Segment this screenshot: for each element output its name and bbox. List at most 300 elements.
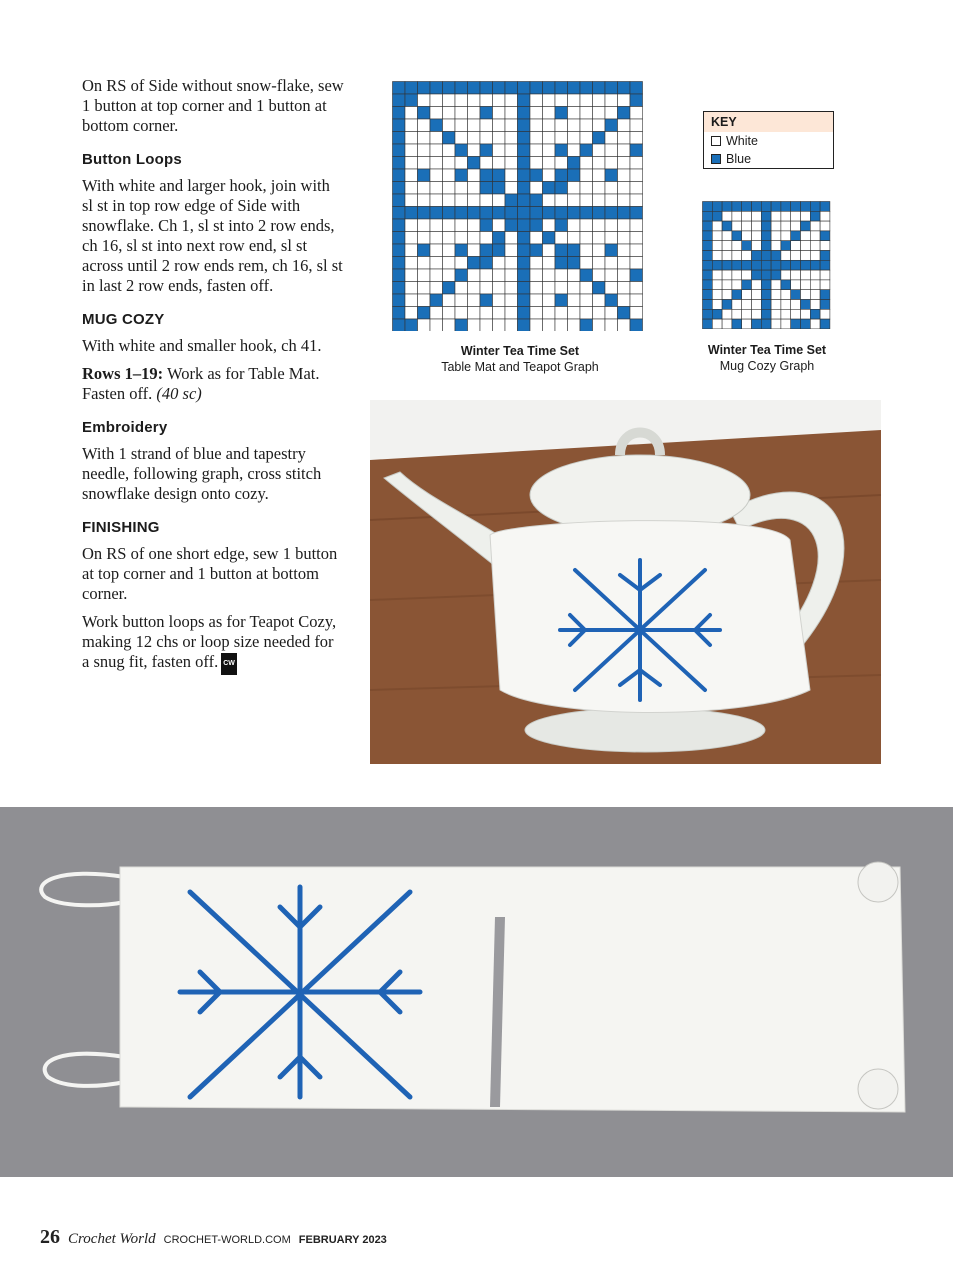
graph-cell: [771, 202, 781, 212]
graph-cell: [781, 202, 791, 212]
graph-cell: [593, 182, 606, 195]
graph-cell: [468, 82, 481, 95]
graph-cell: [820, 270, 830, 280]
graph-cell: [543, 94, 556, 107]
graph-cell: [752, 309, 762, 319]
key-blue-label: Blue: [726, 152, 752, 166]
graph-cell: [468, 157, 481, 170]
graph-cell: [820, 231, 830, 241]
graph-cell: [555, 94, 568, 107]
graph-cell: [630, 232, 643, 245]
graph-cell: [568, 119, 581, 132]
graph-cell: [722, 319, 732, 329]
graph-cell: [618, 294, 631, 307]
graph-cell: [810, 280, 820, 290]
graph-cell: [742, 221, 752, 231]
rows-count: (40 sc): [156, 384, 202, 403]
graph-cell: [618, 269, 631, 282]
graph-cell: [630, 319, 643, 331]
graph-cell: [443, 269, 456, 282]
graph-cell: [820, 260, 830, 270]
graph-cell: [712, 270, 722, 280]
graph-cell: [443, 294, 456, 307]
graph-cell: [593, 319, 606, 331]
graph-cell: [418, 132, 431, 145]
graph-cell: [543, 232, 556, 245]
graph-cell: [455, 132, 468, 145]
graph-cell: [530, 182, 543, 195]
key-white-label: White: [726, 134, 758, 148]
graph-cell: [593, 207, 606, 220]
graph-cell: [393, 182, 406, 195]
graph-cell: [455, 94, 468, 107]
graph-cell: [555, 182, 568, 195]
teapot-illustration: [370, 400, 881, 764]
graph-cell: [518, 244, 531, 257]
graph-cell: [580, 182, 593, 195]
graph-cell: [605, 219, 618, 232]
graph-cell: [630, 119, 643, 132]
graph-cell: [555, 132, 568, 145]
small-graph-caption: [686, 342, 848, 374]
graph-cell: [771, 241, 781, 251]
graph-cell: [505, 244, 518, 257]
graph-cell: [605, 194, 618, 207]
graph-large-grid: [392, 81, 644, 331]
graph-cell: [820, 211, 830, 221]
website: CROCHET-WORLD.COM: [163, 1234, 291, 1246]
graph-cell: [618, 219, 631, 232]
graph-cell: [543, 144, 556, 157]
graph-cell: [712, 260, 722, 270]
graph-cell: [493, 107, 506, 120]
graph-cell: [505, 107, 518, 120]
graph-cell: [742, 202, 752, 212]
teapot-cozy-photo: [370, 400, 881, 764]
graph-cell: [703, 290, 713, 300]
graph-cell: [820, 221, 830, 231]
graph-cell: [580, 169, 593, 182]
graph-cell: [405, 319, 418, 331]
graph-cell: [555, 307, 568, 320]
graph-cell: [605, 269, 618, 282]
graph-cell: [630, 194, 643, 207]
graph-cell: [430, 119, 443, 132]
cw-end-mark: CW: [221, 653, 237, 675]
graph-cell: [810, 260, 820, 270]
graph-cell: [493, 294, 506, 307]
graph-cell: [810, 309, 820, 319]
graph-cell: [761, 280, 771, 290]
graph-cell: [455, 157, 468, 170]
graph-cell: [820, 280, 830, 290]
graph-cell: [518, 169, 531, 182]
graph-cell: [810, 251, 820, 261]
graph-cell: [703, 260, 713, 270]
heading-embroidery: Embroidery: [82, 419, 168, 436]
graph-cell: [703, 309, 713, 319]
graph-cell: [418, 257, 431, 270]
graph-cell: [630, 307, 643, 320]
graph-cell: [761, 260, 771, 270]
graph-cell: [418, 307, 431, 320]
graph-cell: [468, 269, 481, 282]
graph-cell: [761, 300, 771, 310]
graph-cell: [568, 144, 581, 157]
graph-cell: [443, 307, 456, 320]
graph-cell: [781, 231, 791, 241]
paragraph-button-loops: With white and larger hook, join with sl st in top row edge of Side with snowflake. Ch 1, sl st into 2 row ends, ch 16, sl st into next row end, sl st across until 2 row ends rem, ch 16, sl st in last 2 row ends, fasten off.: [82, 176, 343, 295]
graph-cell: [493, 132, 506, 145]
graph-cell: [543, 282, 556, 295]
graph-cell: [568, 219, 581, 232]
graph-cell: [455, 207, 468, 220]
graph-cell: [405, 169, 418, 182]
table-mat-teapot-graph: [392, 81, 644, 331]
graph-cell: [518, 157, 531, 170]
graph-cell: [732, 260, 742, 270]
graph-cell: [405, 107, 418, 120]
graph-cell: [455, 244, 468, 257]
graph-cell: [742, 241, 752, 251]
graph-cell: [430, 94, 443, 107]
graph-cell: [568, 232, 581, 245]
graph-cell: [518, 182, 531, 195]
graph-cell: [505, 157, 518, 170]
graph-cell: [443, 82, 456, 95]
graph-small-grid: [702, 201, 832, 329]
graph-cell: [468, 119, 481, 132]
graph-cell: [580, 282, 593, 295]
graph-cell: [722, 300, 732, 310]
graph-cell: [593, 107, 606, 120]
graph-cell: [703, 202, 713, 212]
graph-cell: [418, 282, 431, 295]
graph-cell: [480, 132, 493, 145]
graph-cell: [605, 107, 618, 120]
graph-cell: [493, 282, 506, 295]
graph-cell: [430, 144, 443, 157]
graph-cell: [518, 82, 531, 95]
graph-cell: [405, 182, 418, 195]
graph-cell: [505, 82, 518, 95]
graph-cell: [393, 107, 406, 120]
graph-cell: [418, 219, 431, 232]
graph-cell: [568, 107, 581, 120]
graph-cell: [405, 232, 418, 245]
graph-cell: [712, 309, 722, 319]
graph-cell: [518, 232, 531, 245]
graph-cell: [580, 294, 593, 307]
graph-key: [703, 111, 834, 169]
graph-cell: [555, 144, 568, 157]
graph-cell: [801, 280, 811, 290]
graph-cell: [761, 211, 771, 221]
page-number: 26: [40, 1226, 60, 1248]
graph-cell: [543, 269, 556, 282]
graph-cell: [493, 157, 506, 170]
graph-cell: [732, 231, 742, 241]
graph-cell: [393, 219, 406, 232]
graph-cell: [530, 144, 543, 157]
graph-cell: [580, 132, 593, 145]
graph-cell: [630, 207, 643, 220]
graph-cell: [771, 251, 781, 261]
graph-cell: [593, 244, 606, 257]
graph-cell: [752, 202, 762, 212]
graph-cell: [791, 270, 801, 280]
graph-cell: [493, 169, 506, 182]
graph-cell: [393, 144, 406, 157]
graph-cell: [555, 269, 568, 282]
graph-cell: [771, 290, 781, 300]
graph-cell: [455, 294, 468, 307]
graph-cell: [468, 94, 481, 107]
graph-cell: [518, 194, 531, 207]
graph-cell: [703, 280, 713, 290]
graph-cell: [543, 219, 556, 232]
graph-cell: [405, 282, 418, 295]
graph-cell: [630, 132, 643, 145]
graph-cell: [752, 319, 762, 329]
graph-cell: [605, 282, 618, 295]
graph-cell: [703, 211, 713, 221]
graph-cell: [618, 232, 631, 245]
graph-cell: [722, 280, 732, 290]
graph-cell: [430, 182, 443, 195]
graph-cell: [801, 221, 811, 231]
graph-cell: [732, 221, 742, 231]
graph-cell: [712, 300, 722, 310]
issue-date: FEBRUARY 2023: [298, 1234, 387, 1246]
graph-cell: [393, 194, 406, 207]
graph-cell: [393, 282, 406, 295]
graph-cell: [703, 270, 713, 280]
graph-cell: [518, 219, 531, 232]
graph-cell: [810, 241, 820, 251]
graph-cell: [791, 300, 801, 310]
graph-cell: [761, 221, 771, 231]
graph-cell: [593, 257, 606, 270]
graph-cell: [443, 244, 456, 257]
graph-cell: [593, 144, 606, 157]
graph-cell: [443, 232, 456, 245]
graph-cell: [430, 157, 443, 170]
graph-cell: [493, 194, 506, 207]
graph-cell: [518, 294, 531, 307]
graph-cell: [555, 232, 568, 245]
graph-cell: [555, 82, 568, 95]
graph-cell: [580, 157, 593, 170]
key-title: KEY: [704, 112, 833, 132]
finishing-text: Work button loops as for Teapot Cozy, making 12 chs or loop size needed for a snug fit, fasten off.: [82, 612, 337, 671]
graph-cell: [555, 294, 568, 307]
paragraph-embroidery: With 1 strand of blue and tapestry needle, following graph, cross stitch snowflake design onto cozy.: [82, 444, 322, 503]
graph-cell: [761, 231, 771, 241]
graph-cell: [555, 244, 568, 257]
graph-cell: [455, 219, 468, 232]
graph-cell: [580, 307, 593, 320]
graph-cell: [468, 107, 481, 120]
graph-cell: [761, 290, 771, 300]
graph-cell: [455, 282, 468, 295]
graph-cell: [630, 182, 643, 195]
graph-cell: [530, 282, 543, 295]
graph-cell: [722, 290, 732, 300]
graph-cell: [605, 144, 618, 157]
graph-cell: [791, 231, 801, 241]
graph-cell: [418, 157, 431, 170]
graph-cell: [712, 202, 722, 212]
graph-cell: [630, 157, 643, 170]
graph-cell: [781, 251, 791, 261]
graph-cell: [593, 132, 606, 145]
graph-cell: [505, 94, 518, 107]
graph-cell: [493, 257, 506, 270]
graph-cell: [443, 119, 456, 132]
graph-cell: [455, 107, 468, 120]
graph-cell: [493, 207, 506, 220]
graph-cell: [543, 294, 556, 307]
graph-cell: [593, 232, 606, 245]
graph-cell: [820, 309, 830, 319]
graph-cell: [530, 257, 543, 270]
graph-cell: [580, 207, 593, 220]
graph-cell: [418, 119, 431, 132]
graph-cell: [791, 241, 801, 251]
graph-cell: [820, 241, 830, 251]
graph-cell: [801, 290, 811, 300]
graph-cell: [505, 144, 518, 157]
graph-cell: [810, 270, 820, 280]
small-graph-title: Winter Tea Time Set: [707, 343, 827, 357]
graph-cell: [480, 244, 493, 257]
graph-cell: [480, 157, 493, 170]
graph-cell: [703, 251, 713, 261]
graph-cell: [712, 280, 722, 290]
graph-cell: [791, 202, 801, 212]
graph-cell: [781, 290, 791, 300]
graph-cell: [605, 307, 618, 320]
graph-cell: [518, 94, 531, 107]
graph-cell: [605, 182, 618, 195]
graph-cell: [568, 257, 581, 270]
large-graph-subtitle: Table Mat and Teapot Graph: [441, 360, 599, 374]
graph-cell: [761, 309, 771, 319]
graph-cell: [810, 319, 820, 329]
graph-cell: [480, 232, 493, 245]
graph-cell: [703, 241, 713, 251]
graph-cell: [480, 82, 493, 95]
graph-cell: [761, 270, 771, 280]
graph-cell: [418, 82, 431, 95]
graph-cell: [593, 82, 606, 95]
graph-cell: [722, 221, 732, 231]
graph-cell: [791, 319, 801, 329]
graph-cell: [771, 231, 781, 241]
key-row-blue: [704, 150, 833, 168]
graph-cell: [393, 232, 406, 245]
graph-cell: [771, 211, 781, 221]
graph-cell: [555, 119, 568, 132]
graph-cell: [393, 207, 406, 220]
graph-cell: [393, 119, 406, 132]
graph-cell: [418, 94, 431, 107]
graph-cell: [605, 132, 618, 145]
graph-cell: [443, 94, 456, 107]
graph-cell: [791, 251, 801, 261]
graph-cell: [761, 202, 771, 212]
graph-cell: [443, 282, 456, 295]
graph-cell: [605, 157, 618, 170]
graph-cell: [405, 157, 418, 170]
graph-cell: [393, 157, 406, 170]
graph-cell: [801, 211, 811, 221]
graph-cell: [771, 319, 781, 329]
graph-cell: [810, 300, 820, 310]
graph-cell: [393, 307, 406, 320]
graph-cell: [443, 219, 456, 232]
graph-cell: [703, 231, 713, 241]
graph-cell: [618, 132, 631, 145]
graph-cell: [530, 219, 543, 232]
graph-cell: [418, 319, 431, 331]
graph-cell: [505, 132, 518, 145]
graph-cell: [580, 269, 593, 282]
graph-cell: [732, 309, 742, 319]
graph-cell: [618, 194, 631, 207]
graph-cell: [593, 294, 606, 307]
graph-cell: [732, 202, 742, 212]
graph-cell: [468, 232, 481, 245]
graph-cell: [518, 132, 531, 145]
graph-cell: [530, 232, 543, 245]
graph-cell: [393, 244, 406, 257]
graph-cell: [418, 244, 431, 257]
graph-cell: [630, 244, 643, 257]
graph-cell: [443, 169, 456, 182]
graph-cell: [493, 219, 506, 232]
graph-cell: [493, 119, 506, 132]
graph-cell: [430, 244, 443, 257]
graph-cell: [530, 207, 543, 220]
graph-cell: [593, 269, 606, 282]
graph-cell: [405, 82, 418, 95]
graph-cell: [722, 202, 732, 212]
graph-cell: [618, 169, 631, 182]
graph-cell: [468, 282, 481, 295]
graph-cell: [530, 94, 543, 107]
mug-cozy-photo: [0, 807, 953, 1177]
graph-cell: [543, 132, 556, 145]
graph-cell: [618, 107, 631, 120]
graph-cell: [605, 169, 618, 182]
graph-cell: [810, 202, 820, 212]
graph-cell: [742, 231, 752, 241]
graph-cell: [480, 307, 493, 320]
graph-cell: [801, 309, 811, 319]
pattern-text-column: [82, 76, 344, 683]
graph-cell: [761, 319, 771, 329]
graph-cell: [618, 82, 631, 95]
graph-cell: [405, 307, 418, 320]
graph-cell: [580, 244, 593, 257]
graph-cell: [580, 219, 593, 232]
key-row-white: [704, 132, 833, 150]
graph-cell: [781, 319, 791, 329]
graph-cell: [742, 319, 752, 329]
graph-cell: [820, 300, 830, 310]
